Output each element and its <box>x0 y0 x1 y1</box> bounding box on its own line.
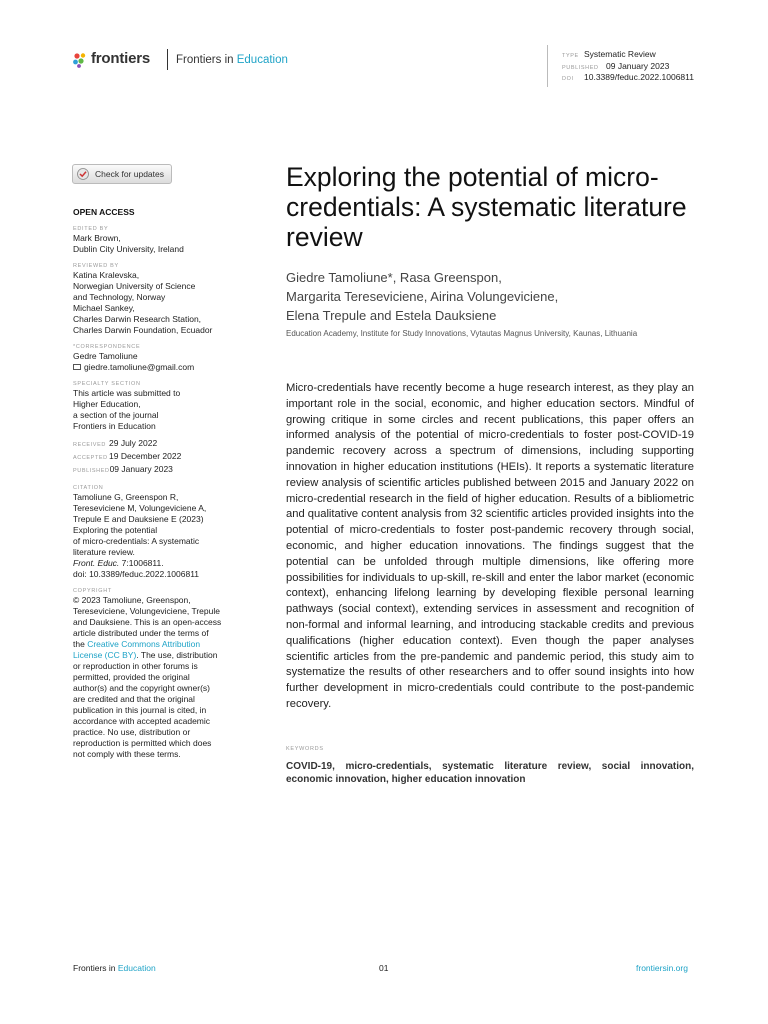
correspondence-name: Gedre Tamoliune <box>73 351 138 361</box>
citation-doi[interactable]: doi: 10.3389/feduc.2022.1006811 <box>73 569 200 579</box>
meta-type-key: TYPE <box>562 53 579 59</box>
article-authors: Giedre Tamoliune*, Rasa Greenspon, Margarita Tereseviciene, Airina Volungeviciene, Elena Trepule and Estela Dauksiene <box>286 270 559 323</box>
citation-journal-row <box>73 558 238 569</box>
copyright-text-b: . The use, distribution or reproduction in other forums is permitted, provided the original author(s) and the copyright owner(s) are credited and that the original publication in this journal is cited, in accordance with accepted academic practice. No use, distribution or reproduction is permitted which does not comply with these terms. <box>73 650 218 759</box>
specialty-text: This article was submitted to Higher Education, a section of the journal Frontiers in Education <box>73 388 181 431</box>
correspondence-email-row[interactable] <box>73 362 238 373</box>
meta-doi-key: DOI <box>562 76 574 82</box>
published-row <box>73 464 238 477</box>
citation-volume: 7:1006811. <box>119 558 164 568</box>
citation-text: Tamoliune G, Greenspon R, Tereseviciene M, Volungeviciene A, Trepule E and Dauksiene E (2023) Exploring the potential of micro-credentials: A systematic literature review. <box>73 492 207 557</box>
meta-type <box>562 49 656 59</box>
received-key: RECEIVED <box>73 442 106 448</box>
edited-by-heading: EDITED BY <box>73 226 109 232</box>
envelope-icon <box>73 364 81 370</box>
article-abstract: Micro-credentials have recently become a huge research interest, as they play an important role in the social, economic, and higher education sectors. Mindful of growing critique in some circles and recent publications, this paper offers an informed analysis of the potential of micro-credentials to foster post-COVID-19 pandemic recovery across a spectrum of dimensions, including supporting innovation in higher education institutions (HEIs). It reports a systematic literature review analysis of scientific articles published between 2015 and January 2022 on micro-credential research in the field of higher education. Results of a bibliometric and qualitative content analysis from 32 scientific articles provided insights into the potential of micro-credentials to foster post-pandemic recovery through social, economic, and higher education innovations. The findings suggest that the potential can be unfolded through multiple dimensions, like offering more possibilities for individuals to up-skill, re-skill and enter the labor market (economic context), enhancing lifelong learning by developing flexible personal learning pathways (social context), extending services in assessment and recognition of non-formal and informal learning, and introducing stackable credits and previous qualifications (higher education context). Even though the paper analyses scientific articles from the pre-pandemic and pandemic period, this study aim to systematize the results of other researchers and to offer sound insights into how further development in micro-credentials could contribute to the post-pandemic recovery. <box>286 382 694 710</box>
page-number: 01 <box>379 963 389 973</box>
check-for-updates-button[interactable] <box>72 164 172 184</box>
footer-site-link[interactable]: frontiersin.org <box>636 963 688 973</box>
meta-published-key: PUBLISHED <box>562 65 599 71</box>
check-for-updates-label: Check for updates <box>95 169 164 179</box>
correspondence-email[interactable]: giedre.tamoliune@gmail.com <box>84 362 195 372</box>
article-title: Exploring the potential of micro-credentials: A systematic literature review <box>286 162 687 252</box>
crossmark-icon <box>77 168 89 180</box>
reviewed-by-heading: REVIEWED BY <box>73 263 119 269</box>
correspondence-heading: *CORRESPONDENCE <box>73 344 141 350</box>
article-sidebar <box>73 207 238 760</box>
published-date: 09 January 2023 <box>109 464 173 474</box>
brand-wordmark[interactable]: frontiers <box>91 50 151 67</box>
meta-published <box>562 61 669 71</box>
edited-by-text: Mark Brown, Dublin City University, Ireland <box>73 233 184 254</box>
open-access-label: OPEN ACCESS <box>73 207 135 217</box>
reviewed-by-text: Katina Kralevska, Norwegian University of Science and Technology, Norway Michael Sankey, Charles Darwin Research Station, Charles Darwin Foundation, Ecuador <box>73 270 213 335</box>
meta-type-value: Systematic Review <box>584 49 656 59</box>
meta-doi <box>562 72 694 82</box>
copyright-heading: COPYRIGHT <box>73 588 112 594</box>
accepted-row <box>73 451 238 464</box>
keywords-heading: KEYWORDS <box>286 746 324 752</box>
license-link[interactable]: Creative Commons Attribution License (CC BY) <box>73 639 201 660</box>
received-row <box>73 438 238 451</box>
accepted-key: ACCEPTED <box>73 455 108 461</box>
footer-journal-accent: Education <box>117 963 156 973</box>
journal-accent: Education <box>236 54 288 66</box>
brand-divider <box>167 49 168 70</box>
accepted-date: 19 December 2022 <box>109 451 182 461</box>
specialty-heading: SPECIALTY SECTION <box>73 381 141 387</box>
footer-journal-prefix: Frontiers in <box>73 963 116 973</box>
article-affiliation: Education Academy, Institute for Study Innovations, Vytautas Magnus University, Kaunas, Lithuania <box>286 329 638 338</box>
footer-journal[interactable] <box>73 963 156 973</box>
meta-divider <box>547 45 548 87</box>
keywords-list: COVID-19, micro-credentials, systematic literature review, social innovation, economic innovation, higher education innovation <box>286 761 694 785</box>
meta-published-value: 09 January 2023 <box>606 61 670 71</box>
citation-journal: Front. Educ. <box>73 558 120 568</box>
citation-heading: CITATION <box>73 485 104 491</box>
journal-name[interactable] <box>176 54 288 66</box>
journal-prefix: Frontiers in <box>176 54 234 66</box>
copyright-text-a: © 2023 Tamoliune, Greenspon, Tereseviciene, Volungeviciene, Trepule and Dauksiene. This is an open-access article distributed under the terms of the <box>73 595 222 649</box>
frontiers-logo-icon <box>72 52 88 68</box>
meta-doi-value[interactable]: 10.3389/feduc.2022.1006811 <box>584 72 694 82</box>
published-key: PUBLISHED <box>73 468 110 474</box>
received-date: 29 July 2022 <box>109 438 158 448</box>
copyright-text <box>73 595 238 760</box>
